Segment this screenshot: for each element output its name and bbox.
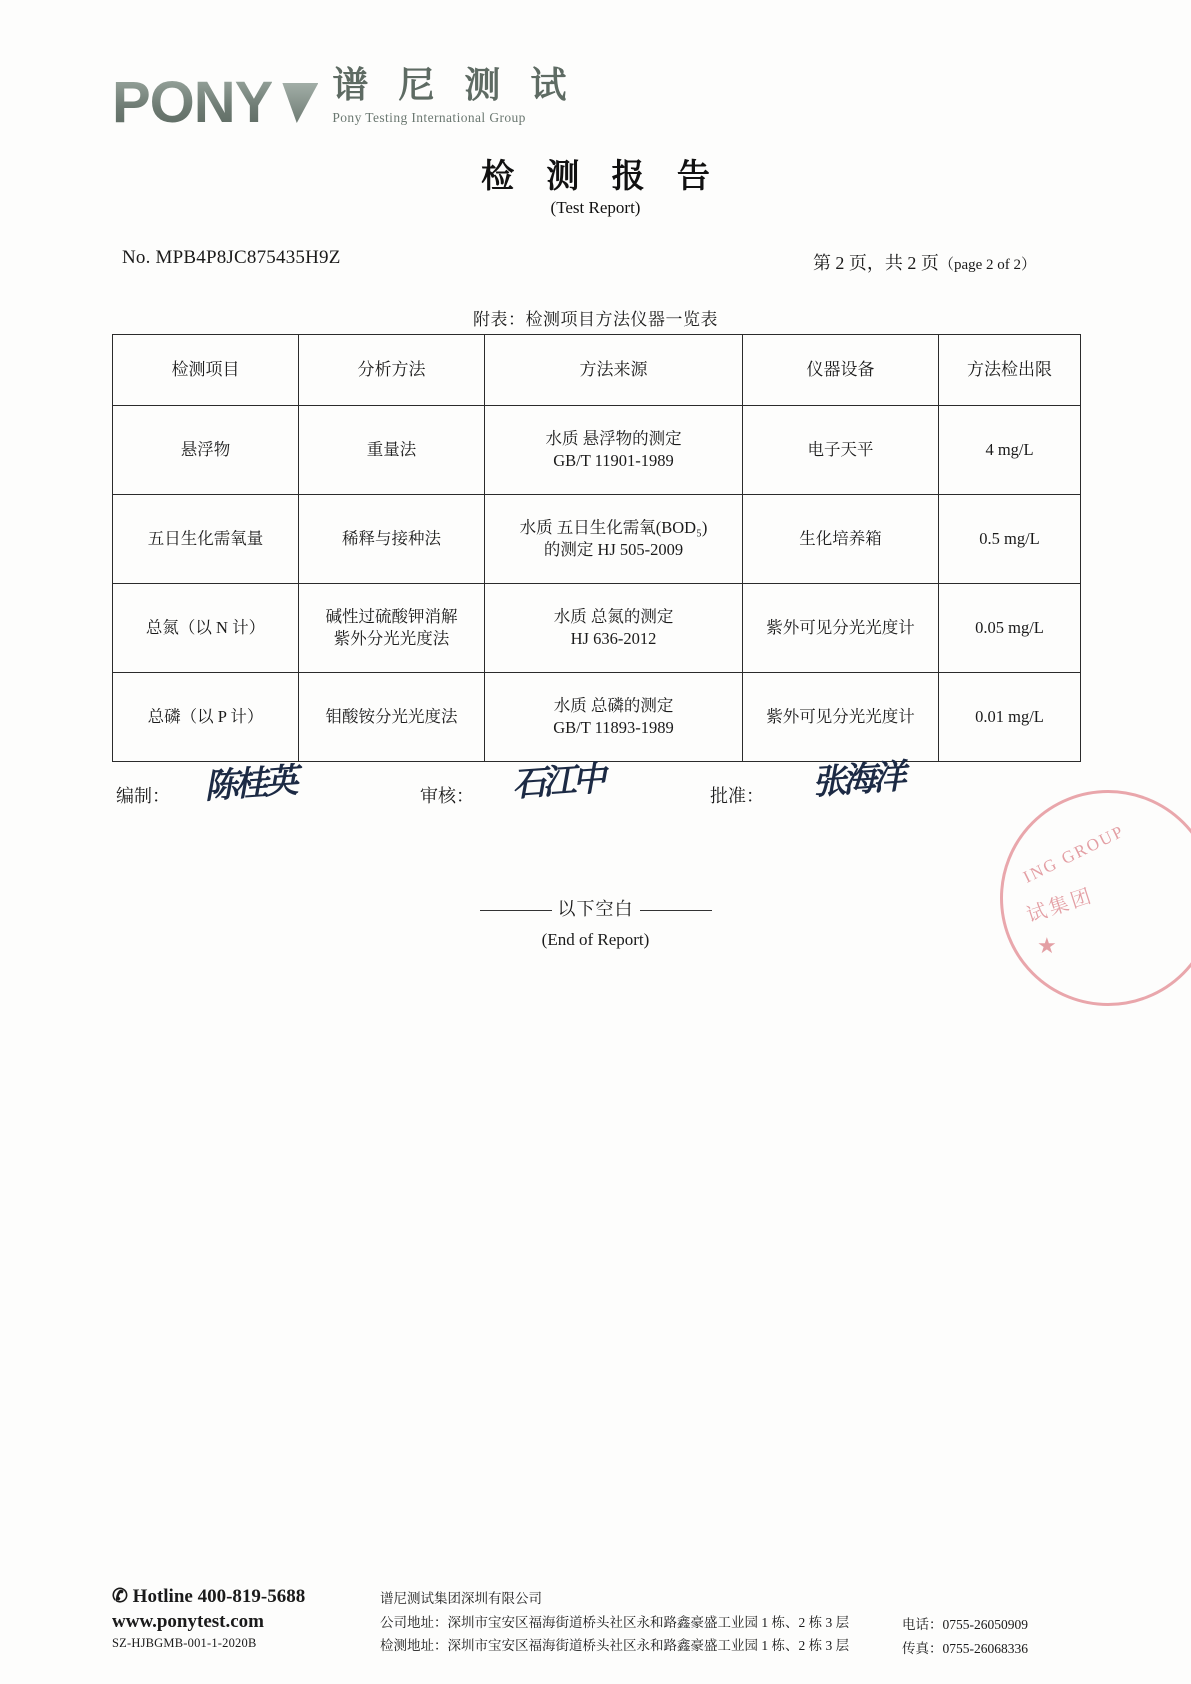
- cell-source-line2: HJ 636-2012: [570, 629, 657, 648]
- page-title-english: (Test Report): [550, 198, 641, 217]
- cell-source-line2: GB/T 11893-1989: [553, 718, 674, 737]
- cell-source: [485, 495, 743, 584]
- pony-logo: [112, 57, 577, 135]
- cell-method: [299, 584, 485, 673]
- cell-source: [485, 673, 743, 762]
- logo-chinese-block: [332, 57, 576, 126]
- th-instrument: 仪器设备: [743, 335, 939, 406]
- document-id: SZ-HJBGMB-001-1-2020B: [112, 1636, 257, 1650]
- appendix-caption: 附表：检测项目方法仪器一览表: [473, 310, 718, 329]
- th-limit: 方法检出限: [939, 335, 1081, 406]
- footer-company-address-label: 公司地址：: [380, 1614, 448, 1630]
- footer-contact-block: [112, 1585, 372, 1651]
- cell-instrument: 生化培养箱: [743, 495, 939, 584]
- end-rule-left: [480, 910, 552, 911]
- method-table-wrapper: [112, 334, 1080, 762]
- page-indicator-cn: 第 2 页，共 2 页: [812, 253, 939, 273]
- cell-source: [485, 584, 743, 673]
- cell-method: 稀释与接种法: [299, 495, 485, 584]
- cell-limit: 0.5 mg/L: [939, 495, 1081, 584]
- table-row: [113, 673, 1081, 762]
- th-source: 方法来源: [485, 335, 743, 406]
- footer-tel-value: 0755-26050909: [942, 1617, 1028, 1632]
- cell-limit: 0.01 mg/L: [939, 673, 1081, 762]
- footer-lab-address: [380, 1634, 980, 1658]
- cell-item: 总氮（以 N 计）: [113, 584, 299, 673]
- reviewed-by-signature: 石江中: [510, 758, 604, 806]
- approved-by-label: 批准：: [710, 786, 764, 806]
- cell-item: 总磷（以 P 计）: [113, 673, 299, 762]
- end-of-report-cn: [0, 895, 1191, 921]
- hotline-line: [112, 1585, 372, 1608]
- end-of-report-cn-text: 以下空白: [557, 899, 634, 919]
- footer-tel-label: 电话：: [902, 1617, 943, 1632]
- stamp-star-icon: ★: [1037, 933, 1059, 958]
- cell-item: 悬浮物: [113, 406, 299, 495]
- cell-source-line1: 水质 总氮的测定: [553, 606, 674, 626]
- cell-limit: 0.05 mg/L: [939, 584, 1081, 673]
- reviewed-by-label: 审核：: [420, 786, 474, 806]
- cell-limit: 4 mg/L: [939, 406, 1081, 495]
- end-rule-right: [640, 910, 712, 911]
- table-row: [113, 495, 1081, 584]
- end-of-report-en: (End of Report): [541, 930, 650, 949]
- report-number: No. MPB4P8JC875435H9Z: [122, 247, 341, 268]
- page-indicator-en: （page 2 of 2）: [938, 257, 1036, 273]
- footer-lab-address-value: 深圳市宝安区福海街道桥头社区永和路鑫豪盛工业园 1 栋、2 栋 3 层: [447, 1638, 850, 1654]
- cell-item: 五日生化需氧量: [113, 495, 299, 584]
- footer-fax-label: 传真：: [902, 1640, 943, 1656]
- cell-source-line2: GB/T 11901-1989: [553, 451, 674, 470]
- phone-icon: ✆: [112, 1586, 128, 1607]
- table-row: [113, 406, 1081, 495]
- cell-source-line1: 水质 悬浮物的测定: [545, 428, 682, 448]
- footer-address-block: [380, 1587, 980, 1658]
- table-header-row: [113, 335, 1081, 406]
- cell-instrument: 紫外可见分光光度计: [743, 673, 939, 762]
- logo-english-name: Pony Testing International Group: [332, 110, 526, 125]
- approved-by-signature: 张海洋: [810, 756, 904, 804]
- cell-method: 钼酸铵分光光度法: [299, 673, 485, 762]
- cell-source-line2: 的测定 HJ 505-2009: [543, 540, 684, 559]
- page-title: 检 测 报 告: [481, 159, 722, 195]
- stamp-arc-text: ING GROUP: [1020, 821, 1128, 887]
- footer-company-name: 谱尼测试集团深圳有限公司: [380, 1591, 542, 1606]
- footer-company-address: [380, 1611, 980, 1635]
- footer-fax: [902, 1637, 1102, 1661]
- footer-fax-value: 0755-26068336: [942, 1640, 1028, 1656]
- cell-method-line1: 碱性过硫酸钾消解: [325, 606, 458, 626]
- logo-triangle-icon: [282, 83, 318, 123]
- hotline-text: Hotline 400-819-5688: [132, 1586, 306, 1607]
- cell-instrument: 紫外可见分光光度计: [743, 584, 939, 673]
- website-link[interactable]: www.ponytest.com: [112, 1611, 264, 1632]
- cell-source-line1: 水质 五日生化需氧(BOD₅): [519, 517, 708, 537]
- prepared-by-signature: 陈桂英: [202, 760, 296, 808]
- cell-instrument: 电子天平: [743, 406, 939, 495]
- th-item: 检测项目: [113, 335, 299, 406]
- signature-row: [112, 756, 1080, 814]
- stamp-chinese-text: 试集团: [1024, 884, 1097, 928]
- logo-chinese-name: 谱 尼 测 试: [332, 64, 577, 105]
- footer-lab-address-label: 检测地址：: [380, 1638, 448, 1654]
- method-instrument-table: [112, 334, 1081, 762]
- cell-source-line1: 水质 总磷的测定: [553, 695, 674, 715]
- cell-method: 重量法: [299, 406, 485, 495]
- page-indicator: [813, 249, 1036, 275]
- footer-phone-block: [902, 1613, 1102, 1660]
- cell-method-line2: 紫外分光光度法: [333, 629, 450, 648]
- logo-wordmark: PONY: [112, 69, 273, 135]
- footer-tel: [902, 1613, 1102, 1637]
- th-method: 分析方法: [299, 335, 485, 406]
- prepared-by-label: 编制：: [116, 786, 170, 806]
- table-row: [113, 584, 1081, 673]
- footer-company-address-value: 深圳市宝安区福海街道桥头社区永和路鑫豪盛工业园 1 栋、2 栋 3 层: [447, 1614, 850, 1630]
- cell-source: [485, 406, 743, 495]
